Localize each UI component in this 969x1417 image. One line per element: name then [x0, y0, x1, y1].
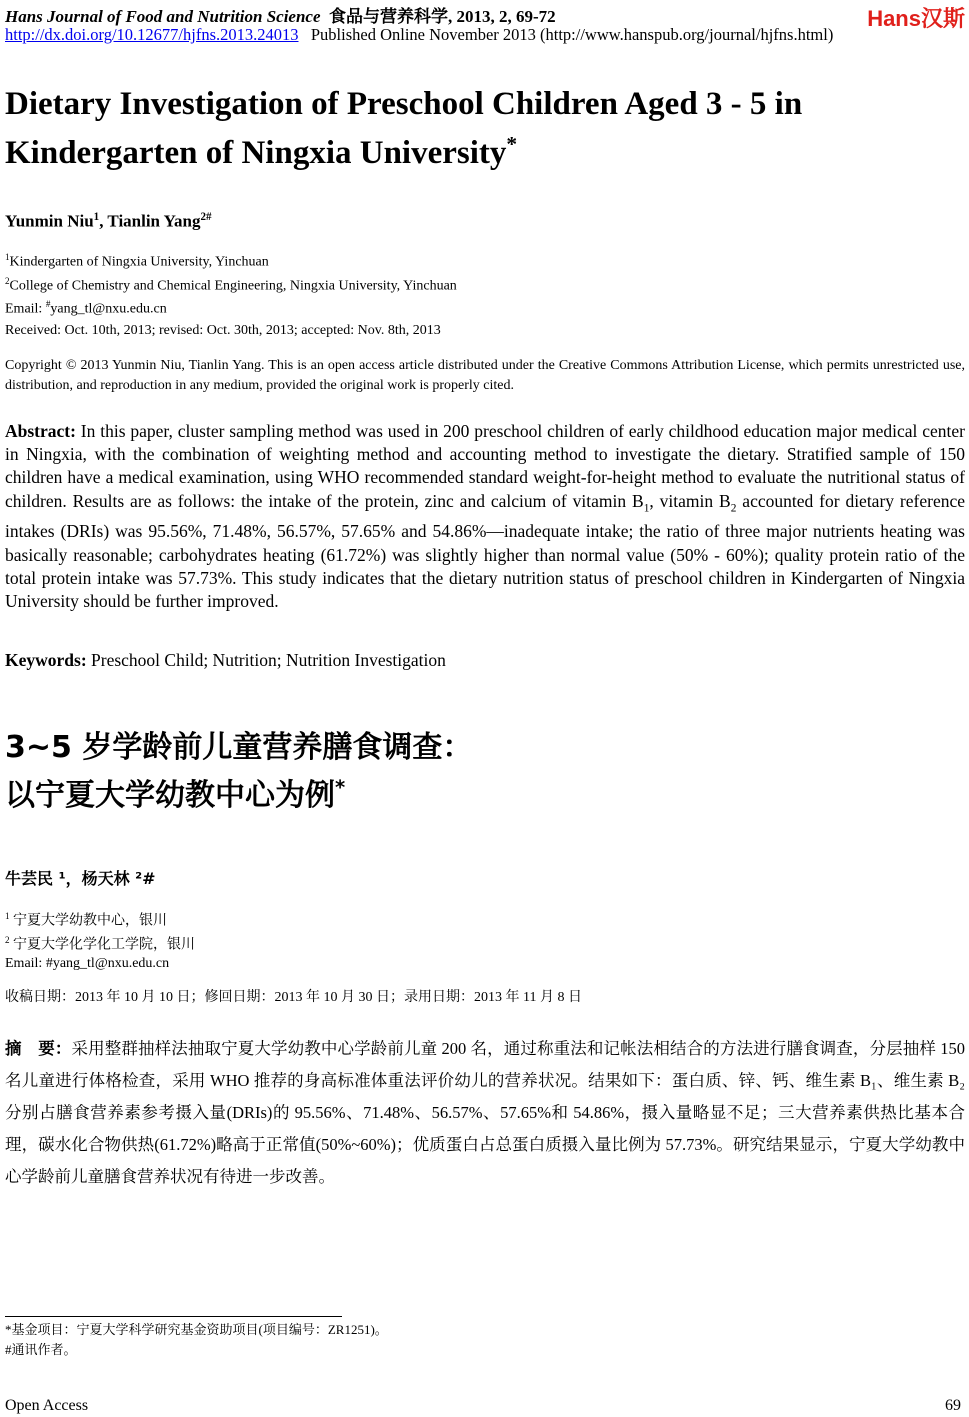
open-access: Open Access [5, 1397, 89, 1414]
doi-link[interactable]: http://dx.doi.org/10.12677/hjfns.2013.24013 [5, 25, 299, 44]
cn-abstract-text: 采用整群抽样法抽取宁夏大学幼教中心学龄前儿童 200 名，通过称重法和记帐法相结合的方法进行膳食调查，分层抽样 150 名儿童进行体格检查，采用 WHO 推荐的身高标准体重法评价幼儿的营养状况。结果如下：蛋白质、锌、钙、维生素 B₁、维生素 B₂ 分别占膳食营养素参考摄入量(DRIs)的 95.56%、71.48%、56.57%、57.65%和 54.86%，摄入量略显不足；三大营养素供热比基本合理，碳水化合物供热(61.72%)略高于正常值(50%~60%)；优质蛋白占总蛋白质摄入量比例为 57.73%。研究结果显示，宁夏大学幼教中心学龄前儿童膳食营养状况有待进一步改善。 [5, 1039, 965, 1186]
cn-abstract [5, 1033, 965, 1193]
abstract-text: , vitamin B [649, 490, 731, 511]
page-number: 69 [945, 1397, 961, 1414]
aff-text: College of Chemistry and Chemical Engineering, Ningxia University, Yinchuan [9, 278, 457, 294]
footnote-divider [5, 1316, 342, 1317]
affiliation: $^1$Kindergarten of Ningxia University, Yinchuan [5, 252, 269, 270]
abstract-text: In this paper, cluster sampling method was used in 200 preschool children of early childhood education major medical center in Ningxia, with the combination of weighting method and accounting method to investigate the dietary. Stratified sample of 150 children have a medical examination, using WHO recommended standard weight-for-height method to evaluate the nutritional status of children. Results are as follows: the intake of the protein, zinc and calcium of vitamin B [5, 421, 965, 511]
title-mark: * [506, 132, 518, 156]
keywords-label: Keywords: [5, 650, 87, 670]
cn-dates: 收稿日期：2013 年 10 月 10 日；修回日期：2013 年 10 月 30 日；录用日期：2013 年 11 月 8 日 [5, 990, 582, 1005]
cn-title-line: 以宁夏大学幼教中心为例 [5, 778, 335, 813]
received-dates: Received: Oct. 10th, 2013; revised: Oct. 30th, 2013; accepted: Nov. 8th, 2013 [5, 323, 441, 338]
title-text: Dietary Investigation of Preschool Children Aged 3 - 5 in Kindergarten of Ningxia University [5, 86, 803, 171]
aff-text: Kindergarten of Ningxia University, Yinchuan [9, 254, 269, 270]
affiliations [5, 248, 965, 319]
hans-logo: Hans汉斯 [867, 6, 965, 31]
author-sup: 2# [200, 211, 212, 223]
keywords [5, 650, 965, 671]
affiliation: $^2$College of Chemistry and Chemical Engineering, Ningxia University, Yinchuan [5, 275, 457, 294]
journal-cn: 食品与营养科学, 2013, 2, 69-72 [329, 7, 556, 26]
email-link[interactable]: yang_tl@nxu.edu.cn [50, 301, 167, 317]
cn-title: 3~5 岁学龄前儿童营养膳食调查： 以宁夏大学幼教中心为例* [5, 728, 965, 816]
page-title [5, 84, 965, 173]
email: Email: #yang_tl@nxu.edu.cn [5, 299, 167, 317]
keywords-text: Preschool Child; Nutrition; Nutrition Investigation [86, 650, 446, 670]
doi-line [5, 25, 965, 45]
cn-authors: 牛芸民 ¹，杨天林 ²# [5, 869, 156, 888]
aff-text: 宁夏大学化学化工学院，银川 [13, 937, 196, 953]
abstract-label: Abstract: [5, 421, 76, 441]
footnotes [5, 1320, 965, 1360]
author: Yunmin Niu [5, 211, 94, 231]
cn-affiliation: $^2$ 宁夏大学化学化工学院，银川 [5, 934, 196, 953]
abstract: Abstract: In this paper, cluster sampling method was used in 200 preschool children of early childhood education major medical center in Ningxia, with the combination of weighting method and accounting method to investigate the dietary. Stratified sample of 150 children have a medical examination, using WHO recommended standard weight-for-height method to evaluate the nutritional status of children. Results are as follows: the intake of the protein, zinc and calcium of vitamin $B_1$, vitamin $B_2$ accounted for dietary reference intakes (DRIs) was 95.56%, 71.48%, 56.57%, 57.65% and 54.86%—inadequate intake; the ratio of three major nutrients heating was basically reasonable; carbohydrates heating (61.72%) was slightly higher than normal value (50% - 60%); quality protein ratio of the total protein intake was 57.73%. This study indicates that the dietary nutrition status of preschool children in Kindergarten of Ningxia University should be further improved. [5, 421, 966, 611]
authors: Yunmin Niu$^1$, Tianlin Yang$^{2\#}$ [5, 211, 212, 231]
cn-affiliations [5, 907, 965, 973]
cn-affiliation: $^1$ 宁夏大学幼教中心，银川 [5, 911, 168, 929]
footnote: *基金项目：宁夏大学科学研究基金资助项目(项目编号：ZR1251)。 [5, 1322, 388, 1337]
author: Tianlin Yang [107, 211, 201, 231]
journal-name: Hans Journal of Food and Nutrition Science [5, 7, 321, 26]
aff-text: 宁夏大学幼教中心，银川 [13, 913, 168, 929]
abstract-text: accounted for dietary reference intakes (DRIs) was 95.56%, 71.48%, 56.57%, 57.65% and 54.86%—inadequate intake; the ratio of three major nutrients heating was basically reasonable; carbohydrates heating (61.72%) was slightly higher than normal value (50% - 60%); quality protein ratio of the total protein intake was 57.73%. This study indicates that the dietary nutrition status of preschool children in Kindergarten of Ningxia University should be further improved. [5, 490, 966, 611]
page-footer [5, 1397, 965, 1415]
published-info: Published Online November 2013 (http://www.hanspub.org/journal/hjfns.html) [310, 25, 834, 44]
email-label: Email: [5, 301, 46, 317]
cn-email: Email: #yang_tl@nxu.edu.cn [5, 956, 170, 972]
cn-abstract-label: 摘 要： [5, 1039, 72, 1058]
cn-title-line: 3~5 岁学龄前儿童营养膳食调查： [5, 730, 473, 765]
copyright: Copyright © 2013 Yunmin Niu, Tianlin Yang. This is an open access article distributed under the Creative Commons Attribution License, which permits unrestricted use, distribution, and reproduction in any medium, provided the original work is properly cited. [5, 358, 965, 393]
journal-header [5, 2, 965, 27]
author-sup: 1 [93, 211, 100, 223]
footnote: #通讯作者。 [5, 1342, 77, 1357]
